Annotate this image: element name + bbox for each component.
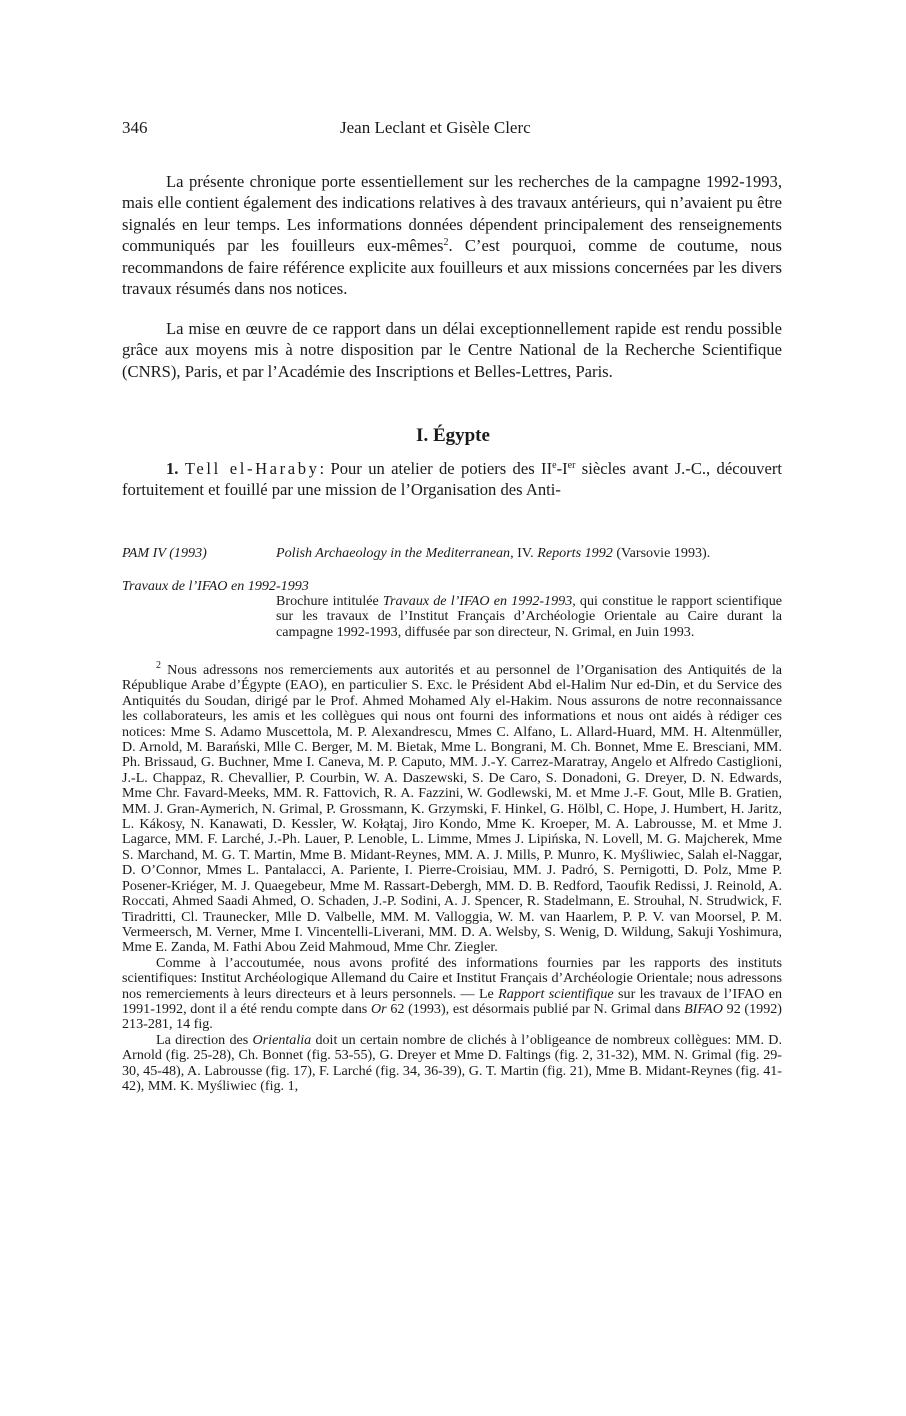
section-heading: I. Égypte [416, 425, 490, 446]
footnote-2 [122, 660, 782, 1094]
entry-sup: er [567, 460, 576, 471]
abbreviation-entry [122, 546, 782, 561]
entry-1 [122, 458, 782, 501]
intro-text: La présente chronique porte essentiellement sur les recherches de la campagne 1992-1993, mais elle contient également des indications relatives à des travaux antérieurs, qui n’avaient pu être signalés en leur temps. Les informations données dépendent principalement des renseignements communiqués par les fouilleurs eux-mêmes [122, 172, 782, 256]
page-number: 346 [122, 118, 148, 137]
footnote-italic: Rapport scientifique [498, 985, 614, 1002]
entry-sup: e [552, 460, 557, 471]
footnote-text: sur les travaux de l’IFAO en 1991-1992, dont il a été rendu compte dans [122, 985, 782, 1017]
intro-text-2: La mise en œuvre de ce rapport dans un délai exceptionnellement rapide est rendu possible grâce aux moyens mis à notre disposition par le Centre National de la Recherche Scientifique (CNRS), Paris, et par l’Académie des Inscriptions et Belles-Lettres, Paris. [122, 319, 782, 381]
intro-text-end: . C’est pourquoi, comme de coutume, nous recommandons de faire référence explicite aux fouilleurs et aux missions concernées par les divers travaux résumés dans nos notices. [122, 236, 782, 299]
footnote-italic: BIFAO [684, 1000, 723, 1017]
abbreviation-italic: Polish Archaeology in the Mediterranean [276, 545, 511, 561]
entry-text: siècles avant J.-C., découvert fortuitement et fouillé par une mission de l’Organisation des Anti- [122, 459, 782, 500]
footnote-text: La direction des [156, 1031, 253, 1048]
running-title: Jean Leclant et Gisèle Clerc [340, 118, 531, 137]
abbreviation-key: Travaux de l’IFAO en 1992-1993 [122, 578, 309, 594]
footnote-text: 62 (1993), est désormais publié par N. Grimal dans [386, 1000, 685, 1017]
abbreviation-italic: Travaux de l’IFAO en 1992-1993 [382, 593, 573, 609]
abbreviation-value [276, 594, 782, 640]
footnote-italic: Orientalia [252, 1031, 312, 1048]
footnote-italic: Or [370, 1000, 387, 1017]
abbreviation-text: , IV. [510, 545, 538, 561]
footnote-text: Comme à l’accoutumée, nous avons profité des informations fournies par les rapports des instituts scientifiques: Institut Archéologique Allemand du Caire et Institut Français d’Archéologie Orientale; nous adressons nos remerciements à leurs directeurs et à leurs personnels. — Le [122, 954, 782, 1002]
abbreviation-text: Brochure intitulée [276, 593, 383, 609]
footnote-text: doit un certain nombre de clichés à l’obligeance de nombreux collègues: MM. D. Arnold (fig. 25-28), Ch. Bonnet (fig. 53-55), G. Dreyer et Mme D. Faltings (fig. 2, 31-32), MM. N. Grimal (fig. 29-30, 45-48), A. Labrousse (fig. 17), F. Larché (fig. 34, 36-39), G. T. Martin (fig. 21), Mme B. Midant-Reynes (fig. 41-42), MM. K. Myśliwiec (fig. 1, [122, 1031, 782, 1094]
entry-text: : Pour un atelier de potiers des II [319, 459, 553, 478]
abbreviation-italic: Reports 1992 [537, 545, 613, 561]
footnote-ref: 2 [443, 237, 449, 249]
intro-paragraph-1 [122, 171, 782, 299]
abbreviation-text: , qui constitue le rapport scientifique sur les travaux de l’Institut Français d’Archéologie Orientale au Caire durant la campagne 1992-1993, diffusée par son directeur, N. Grimal, en Juin 1993. [276, 593, 782, 640]
footnote-marker: 2 [156, 660, 161, 671]
abbreviation-text: (Varsovie 1993). [612, 545, 711, 561]
footnote-text: Nous adressons nos remerciements aux autorités et au personnel de l’Organisation des Antiquités de la République Arabe d’Égypte (EAO), en particulier S. Exc. le Président Abd el-Halim Nur ed-Din, et du Service des Antiquités du Soudan, dirigé par le Prof. Ahmed Mohamed Aly el-Hakim. Nous assurons de notre reconnaissance les collaborateurs, les amis et les collègues qui nous ont fourni des informations et nous ont aidés à rédiger ces notices: Mme S. Adamo Muscettola, M. P. Alexandrescu, Mmes C. Alfano, L. Allard-Huard, MM. H. Altenmüller, D. Arnold, M. Barański, Mlle C. Berger, M. M. Bietak, Mme L. Bongrani, M. Ch. Bonnet, Mme E. Bresciani, MM. Ph. Brissaud, G. Buchner, Mme I. Caneva, M. P. Caputo, MM. J.-Y. Carrez-Maratray, Angelo et Alfredo Castiglioni, J.-L. Chappaz, R. Chevallier, P. Courbin, W. A. Daszewski, S. De Caro, S. Donadoni, G. Dreyer, D. N. Edwards, Mme Chr. Favard-Meeks, MM. R. Fattovich, R. A. Fazzini, W. Godlewski, M. et Mme J.-F. Gout, Mlle B. Gratien, MM. J. Gran-Aymerich, N. Grimal, P. Grossmann, K. Grzymski, F. Hinkel, G. Hölbl, C. Hope, J. Humbert, H. Jaritz, L. Kákosy, N. Kanawati, D. Kessler, W. Kołątaj, Jiro Kondo, Mme K. Kroeper, M. A. Labrousse, M. et Mme J. Lagarce, MM. F. Larché, J.-Ph. Lauer, P. Lenoble, L. Limme, Mmes J. Lipińska, N. Lovell, M. G. Majcherek, Mme S. Marchand, M. G. T. Martin, Mme B. Midant-Reynes, MM. A. J. Mills, P. Munro, K. Myśliwiec, Salah el-Naggar, D. O’Connor, Mmes L. Pantalacci, A. Pariente, I. Pierre-Croisiau, MM. J. Padró, S. Pernigotti, D. Polz, Mme P. Posener-Kriéger, M. J. Quaegebeur, Mme M. Rassart-Debergh, MM. D. B. Redford, Taoufik Redissi, J. Reinold, A. Roccati, Ahmed Saadi Ahmed, O. Schaden, J.-P. Sodini, A. J. Spencer, R. Stadelmann, E. Strouhal, N. Strudwick, F. Tiradritti, Cl. Traunecker, Mlle D. Valbelle, MM. M. Valloggia, W. M. van Haarlem, P. P. V. van Moorsel, P. M. Vermeersch, M. Verner, Mme I. Vincentelli-Liverani, MM. D. A. Welsby, S. Wenig, D. Wildung, Sakuji Yoshimura, Mme E. Zanda, M. Fathi Abou Zeid Mahmoud, Mme Chr. Ziegler. [122, 662, 782, 956]
footnote-text: 92 (1992) 213-281, 14 fig. [122, 1000, 782, 1033]
entry-site: Tell el-Haraby [184, 459, 320, 478]
abbreviation-key: PAM IV (1993) [122, 545, 207, 561]
intro-paragraph-2 [122, 318, 782, 382]
entry-number: 1. [166, 459, 179, 478]
abbreviation-value [276, 546, 782, 561]
entry-text: -I [556, 459, 568, 478]
